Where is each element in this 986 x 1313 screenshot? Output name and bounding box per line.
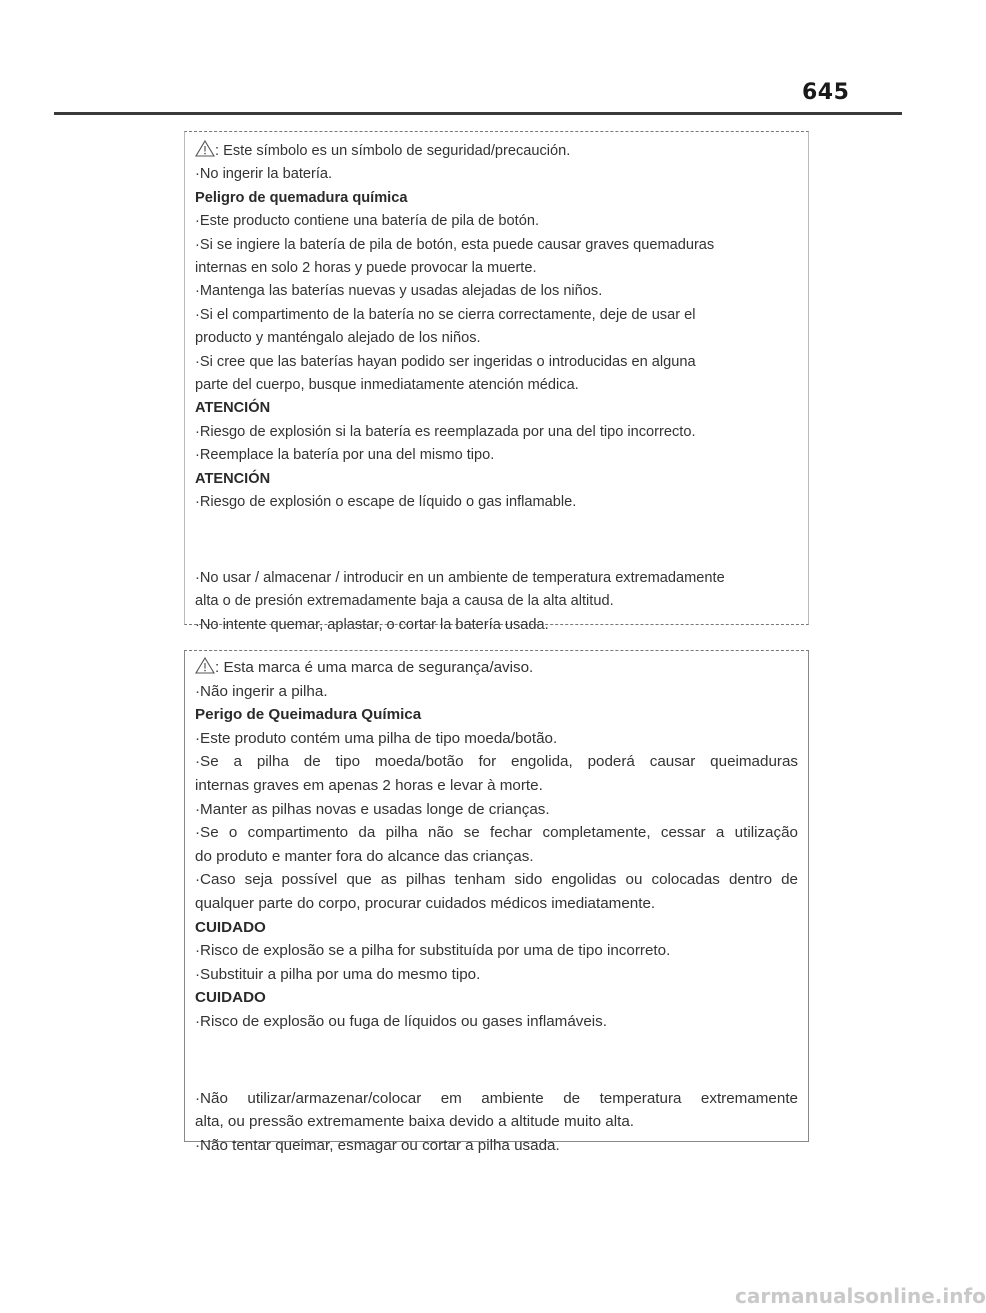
page-number: 645 xyxy=(802,80,850,105)
notice-line: alta o de presión extremadamente baja a causa de la alta altitud. xyxy=(195,593,614,610)
section-heading: Peligro de quemadura química xyxy=(195,189,408,206)
notice-line: ·Se a pilha de tipo moeda/botão for engolida, poderá causar queimaduras xyxy=(195,753,798,771)
notice-line: ·Risco de explosão se a pilha for substituída por uma de tipo incorreto. xyxy=(195,942,671,960)
blank-line xyxy=(195,1049,798,1072)
notice-lines xyxy=(195,680,798,1158)
notice-line: ·No usar / almacenar / introducir en un ambiente de temperatura extremadamente xyxy=(195,569,725,586)
notice-line: ·Riesgo de explosión o escape de líquido o gas inflamable. xyxy=(195,494,577,511)
notice-line: internas en solo 2 horas y puede provocar la muerte. xyxy=(195,260,537,277)
notice-line: ·Caso seja possível que as pilhas tenham sido engolidas ou colocadas dentro de xyxy=(195,871,798,889)
blank-line xyxy=(195,529,798,552)
notice-line: ·Se o compartimento da pilha não se fechar completamente, cessar a utilização xyxy=(195,824,798,842)
notice-line: ·Si el compartimento de la batería no se cierra correctamente, deje de usar el xyxy=(195,306,696,323)
notice-lines xyxy=(195,163,798,637)
notice-line: ·No intente quemar, aplastar, o cortar la batería usada. xyxy=(195,616,549,633)
symbol-line xyxy=(195,140,798,163)
notice-line: producto y manténgalo alejado de los niños. xyxy=(195,330,481,347)
safety-notice-spanish xyxy=(184,131,809,633)
symbol-description: : Esta marca é uma marca de segurança/aviso. xyxy=(215,659,534,676)
notice-line: internas graves em apenas 2 horas e levar à morte. xyxy=(195,776,543,794)
notice-line: ·Si se ingiere la batería de pila de botón, esta puede causar graves quemaduras xyxy=(195,236,715,253)
notice-line: ·Não tentar queimar, esmagar ou cortar a pilha usada. xyxy=(195,1137,560,1155)
section-heading: CUIDADO xyxy=(195,918,266,936)
notice-line: ·Risco de explosão ou fuga de líquidos ou gases inflamáveis. xyxy=(195,1012,607,1030)
notice-line: ·Este produto contém uma pilha de tipo moeda/botão. xyxy=(195,729,558,747)
notice-line: ·Manter as pilhas novas e usadas longe de crianças. xyxy=(195,800,550,818)
notice-line: ·Não utilizar/armazenar/colocar em ambiente de temperatura extremamente xyxy=(195,1089,798,1107)
warning-triangle-icon xyxy=(195,140,215,157)
warning-triangle-icon xyxy=(195,657,215,674)
notice-line: qualquer parte do corpo, procurar cuidados médicos imediatamente. xyxy=(195,894,656,912)
section-heading: ATENCIÓN xyxy=(195,400,271,417)
notice-line: alta, ou pressão extremamente baixa devido a altitude muito alta. xyxy=(195,1113,635,1131)
safety-notice-portuguese xyxy=(184,650,809,1155)
section-heading: CUIDADO xyxy=(195,989,266,1007)
notice-line: parte del cuerpo, busque inmediatamente atención médica. xyxy=(195,377,579,394)
symbol-line xyxy=(195,656,798,680)
notice-line: ·Substituir a pilha por uma do mesmo tipo. xyxy=(195,965,481,983)
section-heading: Perigo de Queimadura Química xyxy=(195,706,422,724)
symbol-description: : Este símbolo es un símbolo de seguridad/precaución. xyxy=(215,143,571,159)
notice-line: ·Reemplace la batería por una del mismo tipo. xyxy=(195,447,495,464)
header-rule xyxy=(54,112,902,115)
notice-line: ·Si cree que las baterías hayan podido ser ingeridas o introducidas en alguna xyxy=(195,353,696,370)
notice-line: ·Riesgo de explosión si la batería es reemplazada por una del tipo incorrecto. xyxy=(195,423,696,440)
section-heading: ATENCIÓN xyxy=(195,470,271,487)
watermark: carmanualsonline.info xyxy=(735,1284,986,1308)
notice-line: ·Não ingerir a pilha. xyxy=(195,682,328,700)
notice-line: ·Mantenga las baterías nuevas y usadas alejadas de los niños. xyxy=(195,283,603,300)
notice-line: do produto e manter fora do alcance das crianças. xyxy=(195,847,534,865)
notice-line: ·No ingerir la batería. xyxy=(195,166,333,183)
notice-line: ·Este producto contiene una batería de pila de botón. xyxy=(195,213,540,230)
